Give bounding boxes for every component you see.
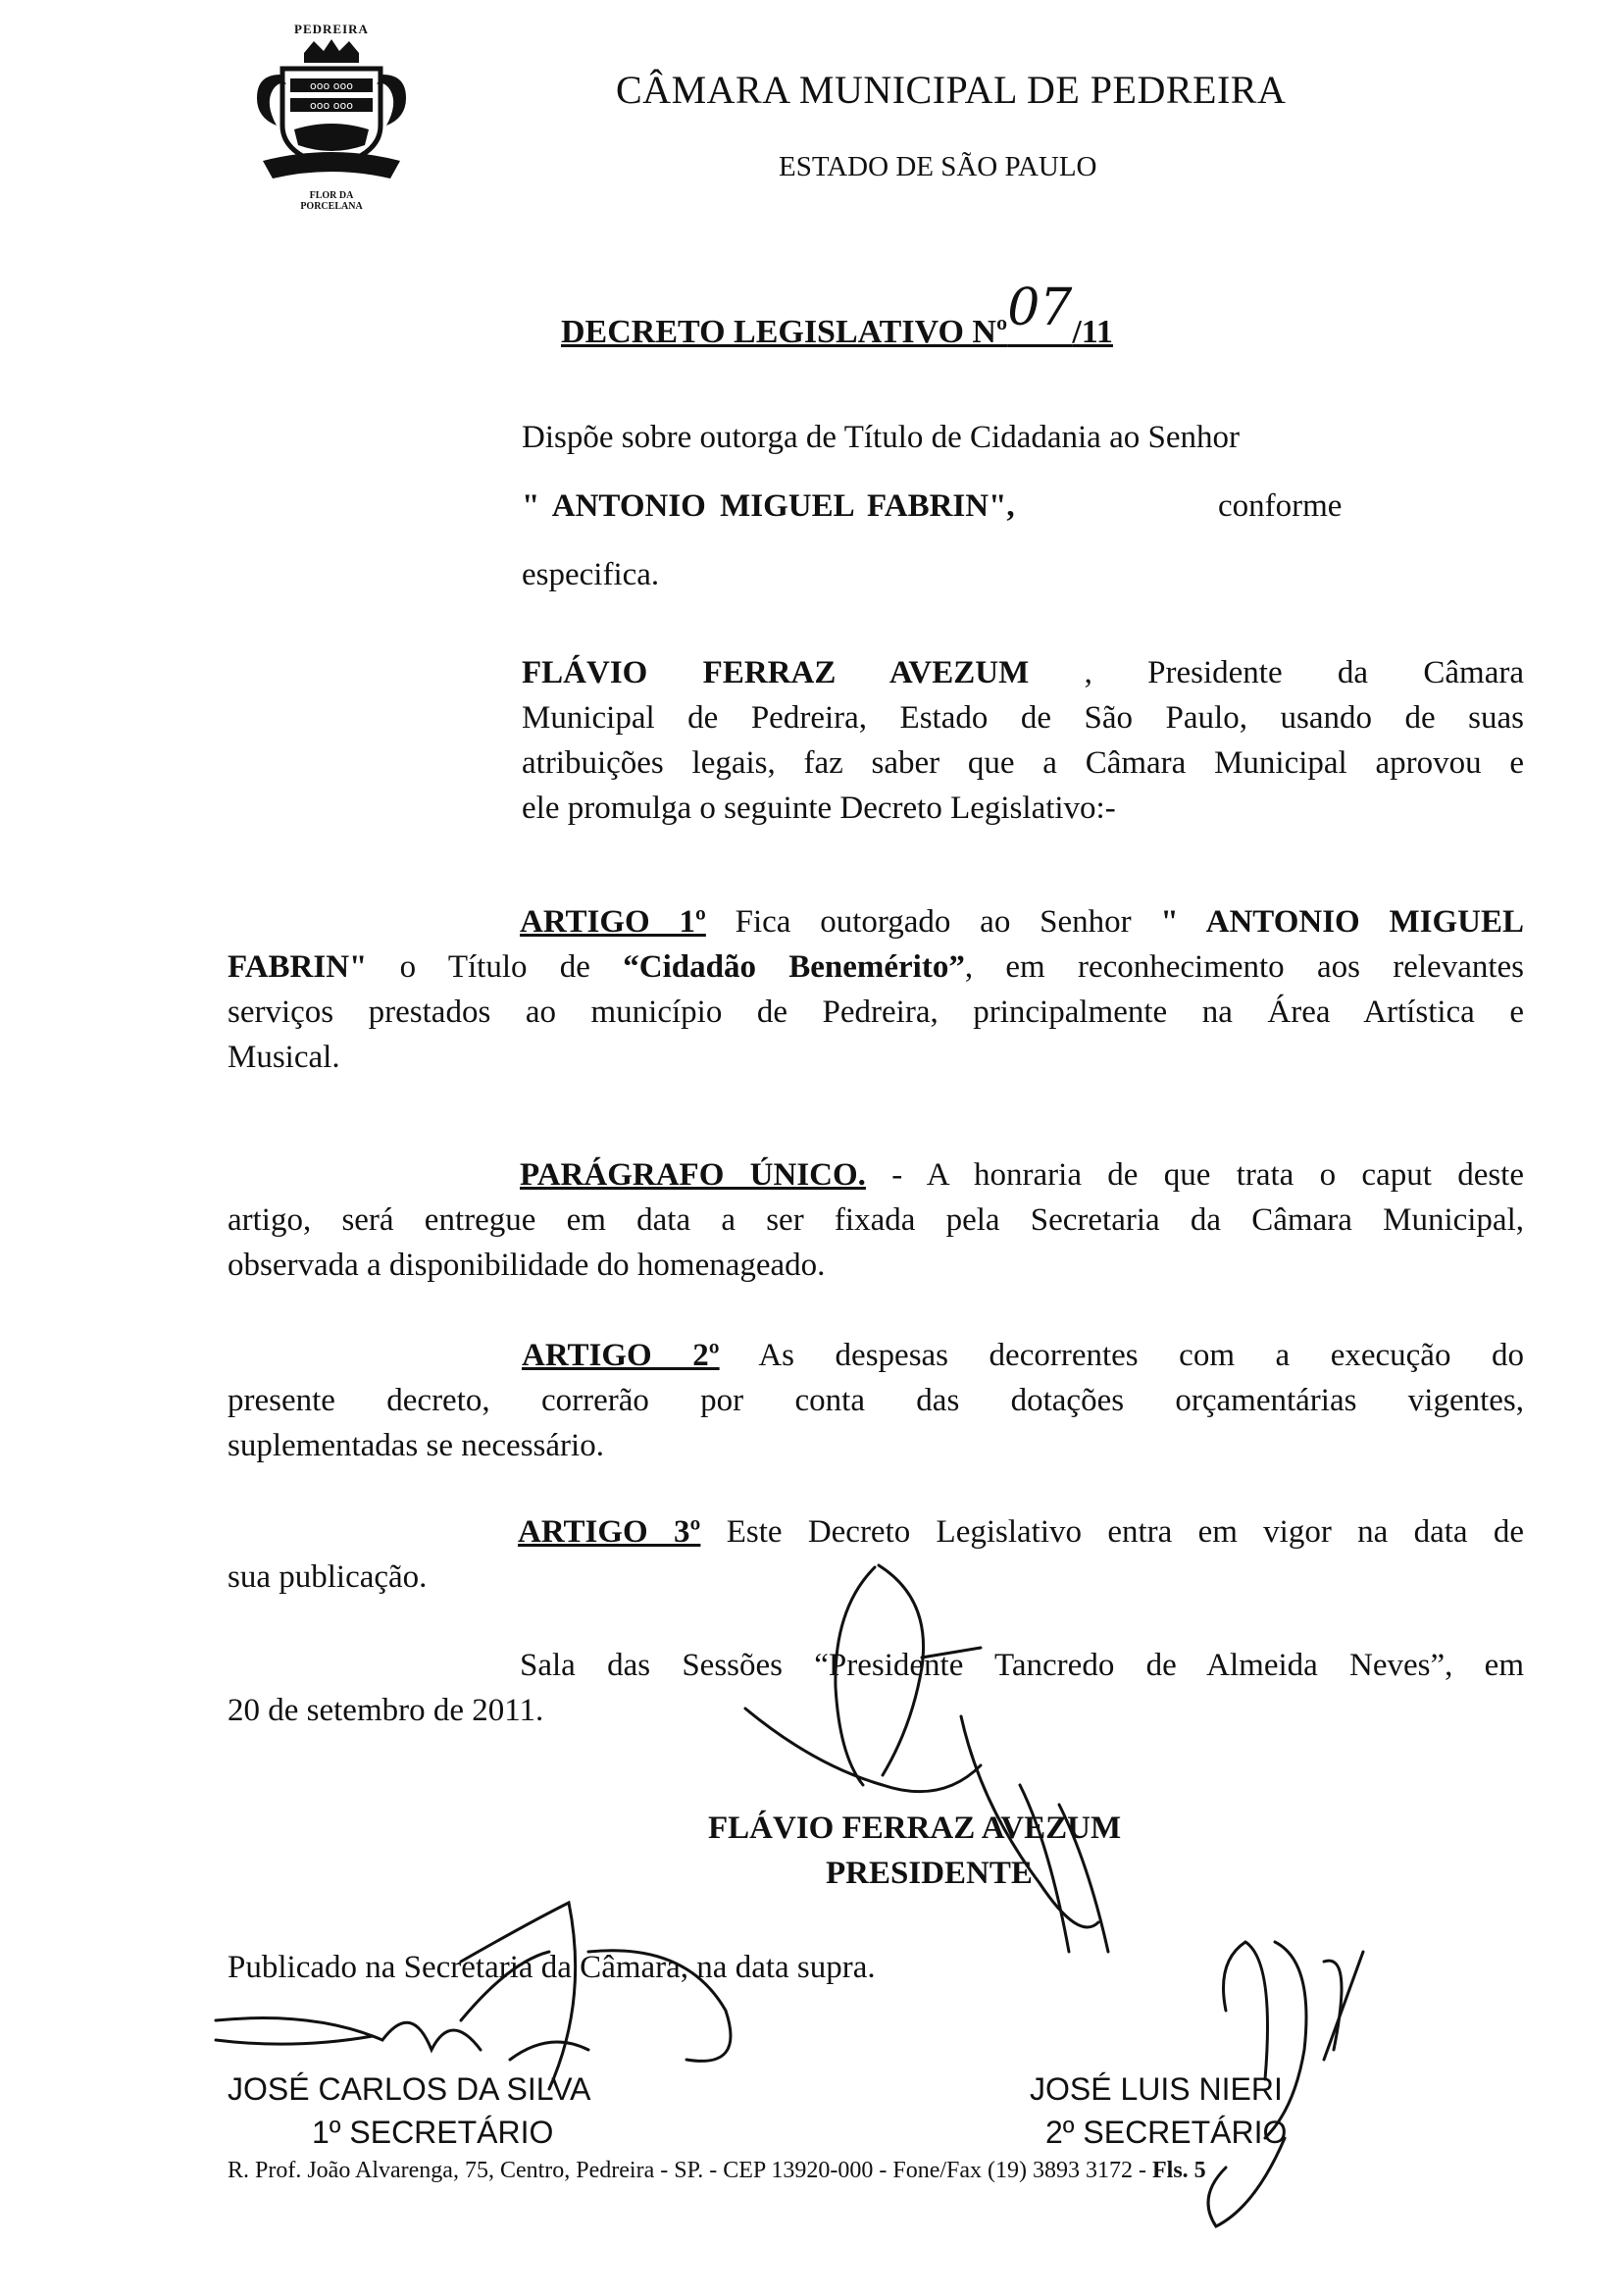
article-1-line-2: FABRIN" o Título de “Cidadão Benemérito”, em reconhecimento aos relevantes (228, 949, 1524, 985)
article-1-line-4: Musical. (228, 1040, 340, 1075)
svg-text:ooo ooo: ooo ooo (310, 99, 353, 112)
secretary-2-role: 2º SECRETÁRIO (1045, 2115, 1288, 2150)
summary-line-2-end: conforme (1218, 488, 1343, 524)
closing-line-1: Sala das Sessões “Presidente Tancredo de Almeida Neves”, em (520, 1648, 1524, 1683)
closing-date: 20 de setembro de 2011. (228, 1693, 544, 1728)
municipal-crest (243, 22, 420, 218)
article-3-line-1: ARTIGO 3º Este Decreto Legislativo entra em vigor na data de (518, 1514, 1524, 1550)
article-1-line-1: ARTIGO 1º Fica outorgado ao Senhor " ANTONIO MIGUEL (520, 904, 1524, 940)
secretary-2-name: JOSÉ LUIS NIERI (1030, 2071, 1283, 2107)
president-name: FLÁVIO FERRAZ AVEZUM (522, 655, 1030, 690)
article-1-label: ARTIGO 1º (520, 904, 706, 940)
paragraph-label: PARÁGRAFO ÚNICO. (520, 1157, 866, 1193)
paragraph-line-2: artigo, será entregue em data a ser fixada pela Secretaria da Câmara Municipal, (228, 1202, 1524, 1238)
preamble-line-3: atribuições legais, faz saber que a Câmara Municipal aprovou e (522, 745, 1524, 781)
article-1-line-3: serviços prestados ao município de Pedreira, principalmente na Área Artística e (228, 995, 1524, 1030)
crest-top-text: PEDREIRA (294, 22, 369, 36)
decree-number: 07 (1007, 279, 1073, 337)
decree-year: /11 (1072, 314, 1113, 350)
secretary-1-signature-scribble (216, 1903, 731, 2089)
preamble-line-2: Municipal de Pedreira, Estado de São Paulo, usando de suas (522, 700, 1524, 736)
article-3-line-2: sua publicação. (228, 1559, 428, 1595)
chamber-title: CÂMARA MUNICIPAL DE PEDREIRA (616, 68, 1287, 112)
article-2-line-2: presente decreto, correrão por conta das dotações orçamentárias vigentes, (228, 1383, 1524, 1418)
crest-emblem-icon (243, 35, 420, 192)
paragraph-line-1: PARÁGRAFO ÚNICO. - A honraria de que trata o caput deste (520, 1157, 1525, 1193)
article-2-label: ARTIGO 2º (522, 1338, 720, 1373)
decree-title (561, 279, 1113, 355)
article-2-line-3: suplementadas se necessário. (228, 1428, 604, 1463)
page-number: Fls. 5 (1152, 2158, 1206, 2183)
publication-note: Publicado na Secretaria da Câmara, na data supra. (228, 1950, 876, 1985)
secretary-1-name: JOSÉ CARLOS DA SILVA (228, 2071, 591, 2107)
decree-title-prefix: DECRETO LEGISLATIVO Nº (561, 314, 1008, 350)
article-2-line-1: ARTIGO 2º As despesas decorrentes com a execução do (522, 1338, 1524, 1373)
state-name: ESTADO DE SÃO PAULO (779, 151, 1097, 182)
president-signature-name: FLÁVIO FERRAZ AVEZUM (708, 1811, 1122, 1846)
honor-title: “Cidadão Benemérito” (623, 949, 965, 985)
article-3-label: ARTIGO 3º (518, 1514, 701, 1550)
president-signature-role: PRESIDENTE (826, 1856, 1033, 1891)
summary-line-1: Dispõe sobre outorga de Título de Cidadania ao Senhor (522, 420, 1240, 455)
secretary-1-role: 1º SECRETÁRIO (312, 2115, 554, 2150)
summary-line-3: especifica. (522, 557, 660, 592)
crest-motto: FLOR DA PORCELANA (300, 190, 363, 212)
paragraph-line-3: observada a disponibilidade do homenageado. (228, 1248, 826, 1283)
preamble-line-1: FLÁVIO FERRAZ AVEZUM , Presidente da Câmara (522, 655, 1525, 690)
preamble-line-4: ele promulga o seguinte Decreto Legislativo:- (522, 791, 1116, 826)
footer-address: R. Prof. João Alvarenga, 75, Centro, Pedreira - SP. - CEP 13920-000 - Fone/Fax (19) 3893 3172 - Fls. 5 (228, 2158, 1206, 2183)
svg-text:ooo ooo: ooo ooo (310, 79, 353, 92)
summary-name: " ANTONIO MIGUEL FABRIN", (522, 488, 1015, 524)
